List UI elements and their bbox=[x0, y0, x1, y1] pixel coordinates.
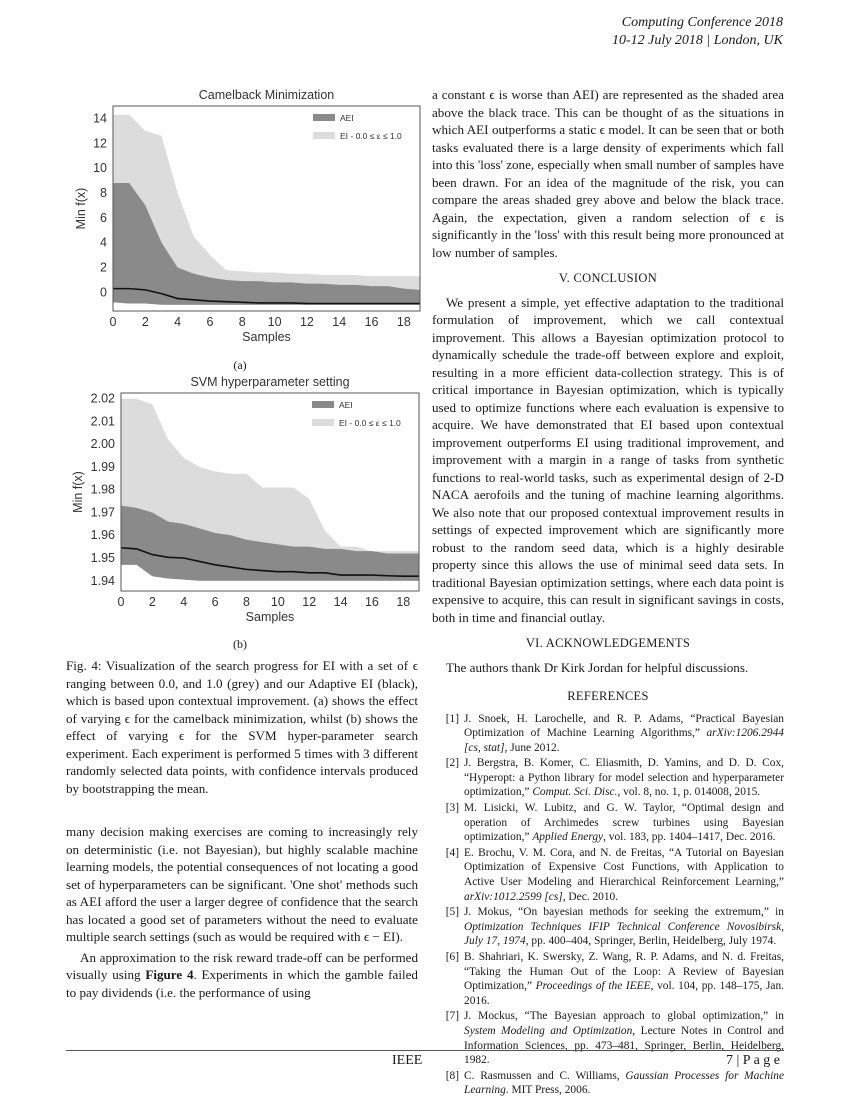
reference-list bbox=[432, 712, 784, 1098]
body-paragraph bbox=[66, 949, 418, 1002]
reference-text: E. Brochu, V. M. Cora, and N. de Freitas, “A Tutorial on Bayesian Optimization of Expensive Cost Functions, with Application to Active User Modeling and Hierarchical Reinforcement Learning,” arXiv:1012.2599 [cs], Dec. 2010. bbox=[464, 846, 784, 903]
reference-text: B. Shahriari, K. Swersky, Z. Wang, R. P. Adams, and N. d. Freitas, “Taking the Human Out of the Loop: A Review of Bayesian Optimization,” Proceedings of the IEEE, vol. 104, pp. 148–175, Jan. 2016. bbox=[464, 951, 784, 1007]
reference-text: M. Lisicki, W. Lubitz, and G. W. Taylor, “Optimal design and operation of Archimedes screw turbines using Bayesian optimization,” Applied Energy, vol. 183, pp. 1404–1417, Dec. 2016. bbox=[464, 802, 784, 844]
reference-number: [2] bbox=[445, 757, 459, 770]
x-tick-label: 10 bbox=[270, 595, 285, 609]
y-tick-label: 10 bbox=[93, 161, 107, 176]
legend-label: EI - 0.0 ≤ ε ≤ 1.0 bbox=[340, 131, 402, 141]
legend-swatch bbox=[312, 419, 334, 426]
x-tick-label: 12 bbox=[299, 315, 314, 329]
y-tick-label: 1.96 bbox=[90, 528, 115, 543]
x-tick-label: 16 bbox=[364, 595, 379, 609]
text: . Experiments in which the gamble failed to pay dividends (i.e. the performance of using bbox=[66, 967, 418, 1000]
x-axis-label: Samples bbox=[242, 330, 291, 344]
references-heading: REFERENCES bbox=[567, 689, 649, 703]
y-tick-label: 12 bbox=[93, 136, 107, 151]
y-tick-label: 6 bbox=[100, 210, 107, 225]
body-paragraph: We present a simple, yet effective adaptation to the traditional formulation of improvement, which we call contextual improvement. This allows a Bayesian optimization protocol to dynamically schedule the trade-off between explore and exploit, resulting in a more efficient data-collection strategy. This is of critical importance in Bayesian optimization, which is typically used to optimize functions where each evaluation is expensive to acquire. We have demonstrated that EI based upon contextual improvement outperforms EI using traditional improvement, and improvement with a margin in a range of tasks from synthetic functions to real-world tasks, such as experimental design of 2-D NACA aerofoils and the tuning of machine learning algorithms. We also note that our proposed contextual improvement results in settings of expected improvement which are significantly more robust to the random seed data, which is a highly desirable property since this allows the use of minimal seed data sets. In traditional Bayesian optimization settings, where each data point is expensive to acquire, this can result in significant savings in costs, both in time and financial outlay. bbox=[432, 294, 784, 625]
x-tick-label: 18 bbox=[396, 315, 411, 329]
reference-number: [1] bbox=[445, 712, 459, 725]
y-tick-label: 1.94 bbox=[90, 573, 115, 588]
x-tick-label: 4 bbox=[180, 595, 188, 609]
y-tick-label: 14 bbox=[93, 111, 107, 126]
section-heading: V. CONCLUSION bbox=[558, 271, 658, 285]
reference-item bbox=[432, 712, 784, 756]
legend-label: AEI bbox=[339, 400, 353, 410]
legend-swatch bbox=[312, 401, 334, 408]
y-axis-label: Min f(x) bbox=[74, 187, 88, 230]
figure-reference: Figure 4 bbox=[145, 967, 194, 982]
figure-caption: Fig. 4: Visualization of the search progress for EI with a set of ϵ ranging between 0.0, and 1.0 (grey) and our Adaptive EI (black), which is based upon contextual improvement. (a) shows the effect of varying ϵ for the camelback minimization, whilst (b) shows the effect of varying ϵ for the SVM hyper-parameter search experiment. Each experiment is performed 5 times with 3 different randomly selected data points, with confidence intervals produced by bootstrapping the mean. bbox=[66, 658, 418, 796]
text: An approximation to the risk reward trade-off can be performed visually using bbox=[66, 949, 418, 982]
legend-label: EI - 0.0 ≤ ε ≤ 1.0 bbox=[339, 418, 401, 428]
left-column-caption bbox=[66, 657, 418, 797]
reference-number: [7] bbox=[445, 1010, 459, 1023]
y-tick-label: 2.01 bbox=[90, 414, 115, 429]
footer-publisher: IEEE bbox=[392, 1053, 423, 1068]
x-tick-label: 12 bbox=[302, 595, 317, 609]
x-tick-label: 14 bbox=[333, 595, 348, 609]
body-paragraph: The authors thank Dr Kirk Jordan for helpful discussions. bbox=[446, 659, 749, 675]
left-column-body bbox=[66, 823, 418, 1001]
svm-chart bbox=[60, 372, 430, 628]
reference-text: J. Mokus, “On bayesian methods for seeking the extremum,” in Optimization Techniques IFIP Technical Conference Novosibirsk, July 17, 1974, pp. 400–404, Springer, Berlin, Heidelberg, July 1974. bbox=[464, 906, 784, 948]
page-number: 7 | P a g e bbox=[726, 1053, 780, 1068]
body-paragraph: many decision making exercises are coming to increasingly rely on deterministic (i.e. not Bayesian), but highly scalable machine learning models, the potential consequences of not locating a good set of hyperparameters can be significant. 'One shot' methods such as AEI afford the user a larger degree of confidence that the search has located a good set of parameters without the need to evaluate multiple search settings (such as would be required with ϵ − EI). bbox=[66, 824, 418, 944]
conference-date: 10-12 July 2018 | London, UK bbox=[611, 33, 783, 48]
subfigure-label-b: (b) bbox=[233, 637, 247, 651]
reference-number: [6] bbox=[445, 951, 459, 963]
section-heading: VI. ACKNOWLEDGEMENTS bbox=[525, 636, 691, 650]
y-tick-label: 2.00 bbox=[90, 437, 115, 452]
y-tick-label: 1.97 bbox=[90, 505, 115, 520]
subfigure-label-a: (a) bbox=[233, 358, 247, 372]
legend-swatch bbox=[313, 114, 335, 121]
reference-item bbox=[432, 846, 784, 904]
camelback-chart bbox=[60, 82, 430, 350]
x-tick-label: 0 bbox=[109, 315, 117, 329]
right-column bbox=[432, 86, 784, 1099]
legend-label: AEI bbox=[340, 113, 354, 123]
x-tick-label: 18 bbox=[396, 595, 411, 609]
y-tick-label: 0 bbox=[100, 285, 107, 300]
reference-number: [3] bbox=[445, 802, 459, 815]
x-axis-label: Samples bbox=[245, 610, 295, 624]
reference-item bbox=[432, 950, 784, 1008]
x-tick-label: 8 bbox=[238, 315, 246, 329]
x-tick-label: 10 bbox=[267, 315, 282, 329]
y-tick-label: 8 bbox=[100, 185, 107, 200]
reference-text: J. Bergstra, B. Komer, C. Eliasmith, D. Yamins, and D. D. Cox, “Hyperopt: a Python library for model selection and hyperparameter optimization,” Comput. Sci. Disc., vol. 8, no. 1, p. 014008, 2015. bbox=[464, 757, 784, 799]
reference-text: J. Mockus, “The Bayesian approach to global optimization,” in System Modeling and Optimization, Lecture Notes in Control and Information Sciences, pp. 473–481, Springer, Berlin, Heidelberg, 1982. bbox=[464, 1010, 784, 1067]
x-tick-label: 8 bbox=[242, 595, 250, 609]
chart-title: Camelback Minimization bbox=[198, 88, 335, 102]
conference-name: Computing Conference 2018 bbox=[621, 15, 783, 30]
reference-number: [8] bbox=[445, 1069, 459, 1082]
legend-swatch bbox=[313, 132, 335, 139]
y-tick-label: 1.99 bbox=[90, 459, 115, 474]
x-tick-label: 6 bbox=[206, 315, 214, 329]
y-tick-label: 2 bbox=[100, 260, 107, 275]
x-tick-label: 6 bbox=[211, 595, 219, 609]
y-tick-label: 1.95 bbox=[90, 551, 115, 565]
reference-item bbox=[432, 905, 784, 949]
reference-number: [5] bbox=[445, 906, 459, 919]
x-tick-label: 16 bbox=[364, 315, 379, 329]
x-tick-label: 4 bbox=[174, 315, 182, 329]
x-tick-label: 2 bbox=[148, 595, 156, 609]
x-tick-label: 14 bbox=[332, 315, 347, 329]
footer-rule bbox=[66, 1050, 784, 1051]
y-axis-label: Min f(x) bbox=[71, 471, 85, 513]
running-header bbox=[612, 14, 783, 50]
reference-item bbox=[432, 1069, 784, 1098]
y-tick-label: 1.98 bbox=[90, 482, 115, 497]
chart-title: SVM hyperparameter setting bbox=[190, 375, 350, 389]
reference-text: C. Rasmussen and C. Williams, Gaussian Processes for Machine Learning. MIT Press, 2006. bbox=[464, 1069, 785, 1097]
reference-text: J. Snoek, H. Larochelle, and R. P. Adams, “Practical Bayesian Optimization of Machine Learning Algorithms,” arXiv:1206.2944 [cs, stat], June 2012. bbox=[464, 712, 784, 754]
body-paragraph: a constant ϵ is worse than AEI) are represented as the shaded area above the black trace. This can be thought of as the situations in which AEI outperforms a static ϵ model. It can be seen that or both tasks evaluated there is a large density of experiments which fall into this 'loss' zone, especially when small number of samples have been drawn. For an idea of the magnitude of the risk, you can compare the areas shaded grey above and below the black trace. Again, the expectation, given a random selection of ϵ is significantly in the 'loss' with this result being more pronounced at low number of samples. bbox=[432, 87, 784, 260]
reference-item bbox=[432, 756, 784, 800]
x-tick-label: 0 bbox=[117, 595, 125, 609]
y-tick-label: 4 bbox=[100, 235, 107, 250]
reference-number: [4] bbox=[445, 846, 459, 859]
reference-item bbox=[432, 801, 784, 845]
y-tick-label: 2.02 bbox=[90, 391, 115, 406]
x-tick-label: 2 bbox=[141, 315, 149, 329]
